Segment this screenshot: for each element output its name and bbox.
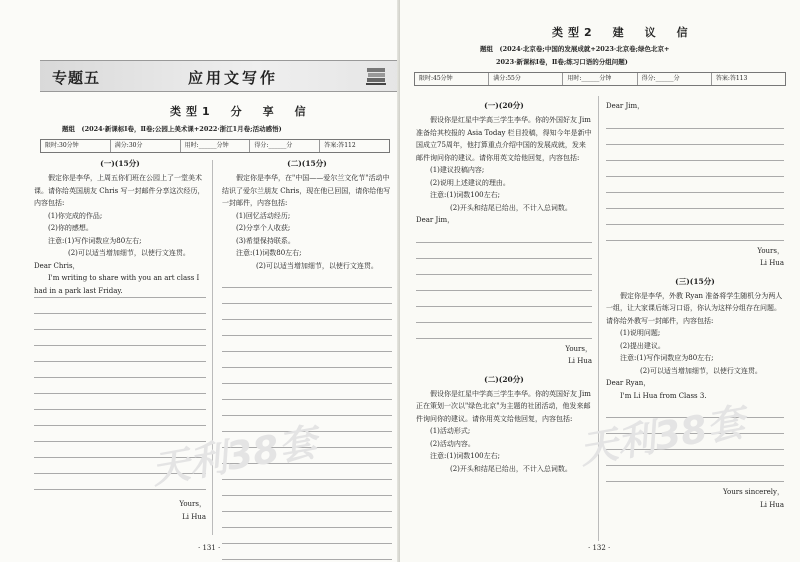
q1-heading: (一)(20分) <box>484 101 524 110</box>
q2-item-1: (1)回忆活动经历; <box>236 211 291 220</box>
q1-item-2: (2)说明上述建议的理由。 <box>430 178 510 187</box>
answer-ref: 答案:答112 <box>324 142 356 149</box>
question-2 <box>222 158 392 560</box>
q2-closing: Yours， <box>757 246 784 255</box>
q1-prompt: 假设你是红星中学高三学生李华。你的外国好友 Jim 准备给其校报的 Asia Today 栏目投稿，得知今年是新中国成立75周年，他打算重点介绍中国的发展成就，发来邮件询问你的建议。请你用英文给他回复，内容包括: <box>416 116 592 162</box>
q2-item-2: (2)分享个人收获; <box>236 224 291 232</box>
q1-opening: I'm writing to share with you an art class I had in a park last Friday. <box>34 272 206 298</box>
question-1 <box>416 100 592 475</box>
topic-title: 应用文写作 <box>188 69 279 87</box>
q1-name: Li Hua <box>568 357 592 365</box>
q2-heading: (二)(20分) <box>484 374 524 384</box>
q3-note-2: (2)可以适当增加细节，以使行文连贯。 <box>640 366 762 375</box>
q1-closing: Yours， <box>565 344 592 353</box>
q1-salutation: Dear Chris， <box>34 261 80 270</box>
topic-header <box>40 60 400 92</box>
q1-item-1: (1)你完成的作品; <box>48 211 103 220</box>
q2-heading: (二)(15分) <box>287 159 327 168</box>
time-used: 用时:______分钟 <box>181 140 251 152</box>
q1-item-1: (1)建议投稿内容; <box>430 166 485 174</box>
q2-prompt: 假定你是李华，在"中国——爱尔兰文化节"活动中结识了爱尔兰朋友 Chris，现在他已回国，请你给他写一封邮件，内容包括: <box>222 174 391 207</box>
q2-name: Li Hua <box>760 259 784 267</box>
info-bar <box>40 139 390 153</box>
q2-note-2: (2)可以适当增加细节，以使行文连贯。 <box>256 261 378 270</box>
q2-note-1: 注意:(1)词数80左右; <box>236 249 302 257</box>
time-limit: 限时:45分钟 <box>415 73 489 85</box>
q3-prompt: 假定你是李华，外教 Ryan 准备将学生随机分为两人一组，让大家课后练习口语，你认为这样分组存在问题。请你给外教写一封邮件，内容包括: <box>606 291 783 325</box>
q1-note-1: 注意:(1)词数100左右; <box>430 191 500 199</box>
q2-note-1: 注意:(1)词数100左右; <box>430 452 500 460</box>
q2-note-2: (2)开头和结尾已给出，不计入总词数。 <box>450 464 572 473</box>
q3-item-2: (2)提出建议。 <box>620 341 665 350</box>
info-bar <box>414 72 786 86</box>
q1-note-1: 注意:(1)写作词数应为80左右; <box>48 236 142 245</box>
q3-note-1: 注意:(1)写作词数应为80左右; <box>620 354 714 362</box>
q1-salutation: Dear Jim， <box>416 216 455 224</box>
q1-writing-lines[interactable] <box>416 229 592 339</box>
q1-prompt: 假定你是李华，上周五你们班在公园上了一堂美术课。请你给英国朋友 Chris 写一封邮件分享这次经历，内容包括: <box>34 174 205 207</box>
full-score: 满分:55分 <box>489 73 563 85</box>
answer-ref: 答案:答113 <box>715 75 748 82</box>
watermark: 天利38套 <box>148 419 321 493</box>
score: 得分:______分 <box>250 140 320 152</box>
right-page <box>400 0 800 562</box>
type-title: 类型1 分 享 信 <box>170 105 311 118</box>
q3-name: Li Hua <box>760 500 784 509</box>
group-line-1: 题组 (2024·北京卷;中国的发展成就+2023·北京卷;绿色北京+ <box>480 45 670 53</box>
q1-closing: Yours， <box>179 500 206 508</box>
q3-salutation: Dear Ryan， <box>606 379 651 387</box>
q1-item-2: (2)你的感想。 <box>48 224 93 232</box>
time-used: 用时:______分钟 <box>563 73 637 85</box>
time-limit: 限时:30分钟 <box>41 140 111 152</box>
q3-closing: Yours sincerely， <box>723 488 784 496</box>
q2-item-3: (3)希望保持联系。 <box>236 236 295 245</box>
page-number: · 131 · <box>198 544 221 552</box>
column-divider <box>598 96 599 541</box>
full-score: 满分:30分 <box>111 140 181 152</box>
type-title: 类型2 建 议 信 <box>552 26 693 39</box>
q3-opening: I'm Li Hua from Class 3. <box>620 391 707 400</box>
q1-note-2: (2)可以适当增加细节，以使行文连贯。 <box>68 249 190 257</box>
q2-salutation: Dear Jim， <box>606 102 645 110</box>
q3-item-1: (1)说明问题; <box>620 329 661 337</box>
group-line: 题组 (2024·新课标Ⅰ卷，Ⅱ卷;公园上美术课+2022·浙江1月卷;活动感悟) <box>62 125 282 133</box>
q2-item-2: (2)活动内容。 <box>430 439 475 448</box>
q1-note-2: (2)开头和结尾已给出，不计入总词数。 <box>450 203 572 212</box>
books-icon <box>365 65 387 87</box>
q2-item-1: (1)活动形式; <box>430 427 471 435</box>
q2-prompt: 假设你是红星中学高三学生李华。你的英国好友 Jim 正在策划一次以"绿色北京"为主题的社团活动，他发来邮件询问你的建议。请你用英文给他回复，内容包括: <box>416 389 591 423</box>
q3-heading: (三)(15分) <box>675 276 715 286</box>
q1-name: Li Hua <box>182 512 206 521</box>
score: 得分:______分 <box>638 73 712 85</box>
group-line-2: 2023·新课标Ⅰ卷，Ⅱ卷;练习口语的分组问题) <box>496 58 628 66</box>
watermark: 天利38套 <box>576 399 749 473</box>
q1-heading: (一)(15分) <box>100 159 140 168</box>
q2-writing-lines[interactable] <box>606 115 784 241</box>
page-number: · 132 · <box>588 544 611 552</box>
topic-label: 专题五 <box>52 69 101 87</box>
